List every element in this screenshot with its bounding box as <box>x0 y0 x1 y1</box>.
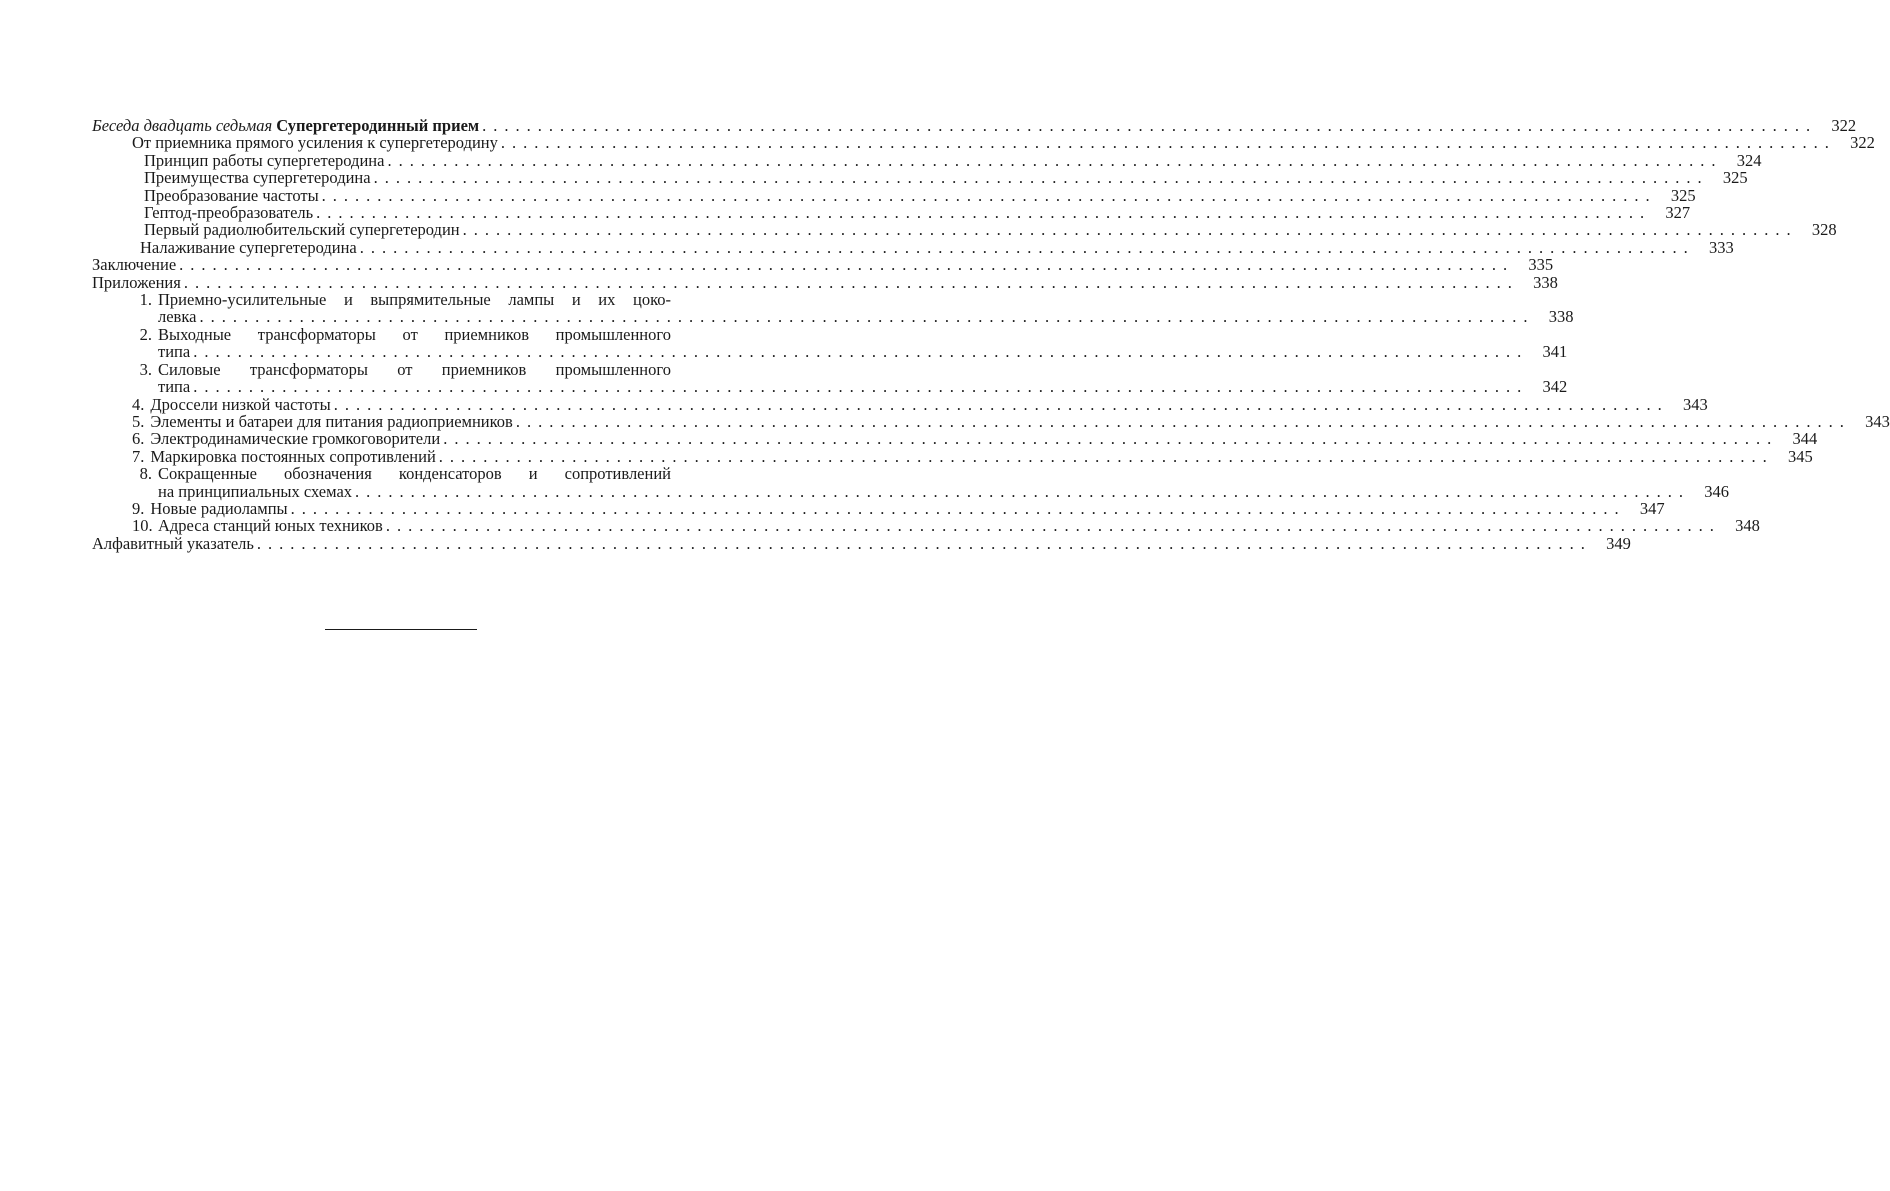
page-number: 325 <box>1670 185 1696 205</box>
toc-section-entry[interactable] <box>92 133 1875 153</box>
page-number: 324 <box>1736 150 1762 170</box>
leader-dots: ........................................................................................................................ <box>355 481 1691 501</box>
page-number: 343 <box>1865 411 1890 431</box>
toc-appendix-entry[interactable] <box>92 290 1574 327</box>
leader-dots: ........................................................................................................................ <box>199 307 1535 327</box>
section-list <box>92 133 1875 257</box>
entry-title: Маркировка постоянных сопротивлений <box>150 446 436 466</box>
appendix-number: 4. <box>132 394 145 414</box>
leader-dots: ........................................................................................................................ <box>333 394 1669 414</box>
entry-title-line2: на принципиальных схемах <box>158 481 353 501</box>
toc-section-entry[interactable] <box>92 150 1762 170</box>
toc-entry-conclusion[interactable] <box>92 255 1554 275</box>
appendix-number: 6. <box>132 429 145 449</box>
toc-appendix-entry[interactable] <box>92 464 1730 501</box>
toc-section-entry[interactable] <box>92 237 1734 257</box>
entry-title: Адреса станций юных техников <box>158 516 383 536</box>
toc-section-entry[interactable] <box>92 168 1748 188</box>
page-number: 322 <box>1850 133 1875 153</box>
section-divider-rule <box>325 629 477 630</box>
appendix-number: 5. <box>132 411 145 431</box>
entry-title: Преимущества супергетеродина <box>144 168 371 188</box>
entry-title-line2: типа <box>158 377 191 397</box>
toc-appendix-entry[interactable] <box>92 324 1568 362</box>
leader-dots: ........................................................................................................................ <box>385 516 1721 536</box>
toc-appendix-entry[interactable] <box>92 498 1665 518</box>
page-number: 342 <box>1542 377 1568 397</box>
appendix-number: 9. <box>132 498 145 518</box>
page-number: 344 <box>1792 429 1818 449</box>
leader-dots: ........................................................................................................................ <box>316 203 1652 223</box>
toc-appendix-entry[interactable] <box>92 446 1813 466</box>
toc-section-entry[interactable] <box>92 185 1696 205</box>
leader-dots: ........................................................................................................................ <box>193 377 1529 397</box>
page-number: 322 <box>1831 116 1857 135</box>
page-number: 343 <box>1682 394 1708 414</box>
leader-dots: ........................................................................................................................ <box>359 237 1695 257</box>
appendix-number: 3. <box>139 359 152 379</box>
entry-title: Приложения <box>92 272 181 292</box>
page-number: 327 <box>1665 203 1691 223</box>
chapter-prefix: Беседа двадцать седьмая <box>92 116 273 135</box>
entry-title: Налаживание супергетеродина <box>140 237 357 257</box>
entry-title: Электродинамические громкоговорители <box>150 429 441 449</box>
appendix-number: 10. <box>132 516 153 536</box>
toc-entry-index[interactable] <box>92 533 1631 553</box>
entry-title: Дроссели низкой частоты <box>150 394 331 414</box>
table-of-contents <box>92 116 1890 553</box>
toc-appendix-entry[interactable] <box>92 359 1568 397</box>
leader-dots: ........................................................................................................................ <box>438 446 1774 466</box>
page-number: 333 <box>1709 237 1734 257</box>
page-number: 345 <box>1788 446 1813 466</box>
leader-dots: ........................................................................................................................ <box>482 116 1818 135</box>
chapter-name: Супергетеродинный прием <box>276 116 480 135</box>
page-number: 349 <box>1606 533 1631 553</box>
entry-title: Первый радиолюбительский супергетеродин <box>144 220 460 240</box>
page-number: 328 <box>1811 220 1837 240</box>
entry-title: Принцип работы супергетеродина <box>144 150 385 170</box>
page-number: 346 <box>1704 481 1730 501</box>
appendix-list <box>92 290 1890 536</box>
leader-dots: ........................................................................................................................ <box>290 498 1626 518</box>
entry-title-line2: типа <box>158 342 191 362</box>
appendix-number: 7. <box>132 446 145 466</box>
entry-title-line1: Выходные трансформаторы от приемников промышленного <box>158 324 671 344</box>
page-number: 338 <box>1548 307 1574 327</box>
entry-title-line1: Сокращенные обозначения конденсаторов и сопротивлений <box>158 464 671 484</box>
page-number: 325 <box>1722 168 1748 188</box>
appendix-number: 1. <box>139 290 152 310</box>
leader-dots: ........................................................................................................................ <box>515 411 1851 431</box>
leader-dots: ........................................................................................................................ <box>183 272 1519 292</box>
entry-title-line1: Силовые трансформаторы от приемников промышленного <box>158 359 671 379</box>
toc-appendix-entry[interactable] <box>92 429 1818 449</box>
entry-title-line2: левка <box>158 307 197 327</box>
leader-dots: ........................................................................................................................ <box>321 185 1657 205</box>
entry-title: Алфавитный указатель <box>92 533 254 553</box>
entry-title: Преобразование частоты <box>144 185 319 205</box>
page-number: 338 <box>1533 272 1558 292</box>
toc-entry-appendices[interactable] <box>92 272 1558 292</box>
entry-title: Элементы и батареи для питания радиоприемников <box>150 411 513 431</box>
page-number: 335 <box>1528 255 1554 275</box>
entry-title: Новые радиолампы <box>150 498 288 518</box>
leader-dots: ........................................................................................................................ <box>462 220 1798 240</box>
chapter-title <box>92 117 479 134</box>
leader-dots: ........................................................................................................................ <box>373 168 1709 188</box>
leader-dots: ........................................................................................................................ <box>500 133 1836 153</box>
toc-appendix-entry[interactable] <box>92 394 1708 414</box>
toc-appendix-entry[interactable] <box>92 411 1890 431</box>
entry-title: Гептод-преобразователь <box>144 203 314 223</box>
leader-dots: ........................................................................................................................ <box>443 429 1779 449</box>
page-number: 341 <box>1542 342 1568 362</box>
toc-section-entry[interactable] <box>92 220 1837 240</box>
toc-chapter-entry[interactable] <box>92 116 1857 135</box>
page-number: 347 <box>1639 498 1665 518</box>
page-number: 348 <box>1735 516 1760 536</box>
toc-appendix-entry[interactable] <box>92 516 1760 536</box>
leader-dots: ........................................................................................................................ <box>179 255 1515 275</box>
leader-dots: ........................................................................................................................ <box>256 533 1592 553</box>
entry-title: От приемника прямого усиления к супергетеродину <box>132 133 498 153</box>
leader-dots: ........................................................................................................................ <box>193 342 1529 362</box>
toc-section-entry[interactable] <box>92 203 1691 223</box>
appendix-number: 2. <box>139 324 152 344</box>
entry-title-line1: Приемно-усилительные и выпрямительные лампы и их цоко- <box>158 290 671 310</box>
entry-title: Заключение <box>92 255 177 275</box>
appendix-number: 8. <box>139 464 152 484</box>
leader-dots: ........................................................................................................................ <box>387 150 1723 170</box>
